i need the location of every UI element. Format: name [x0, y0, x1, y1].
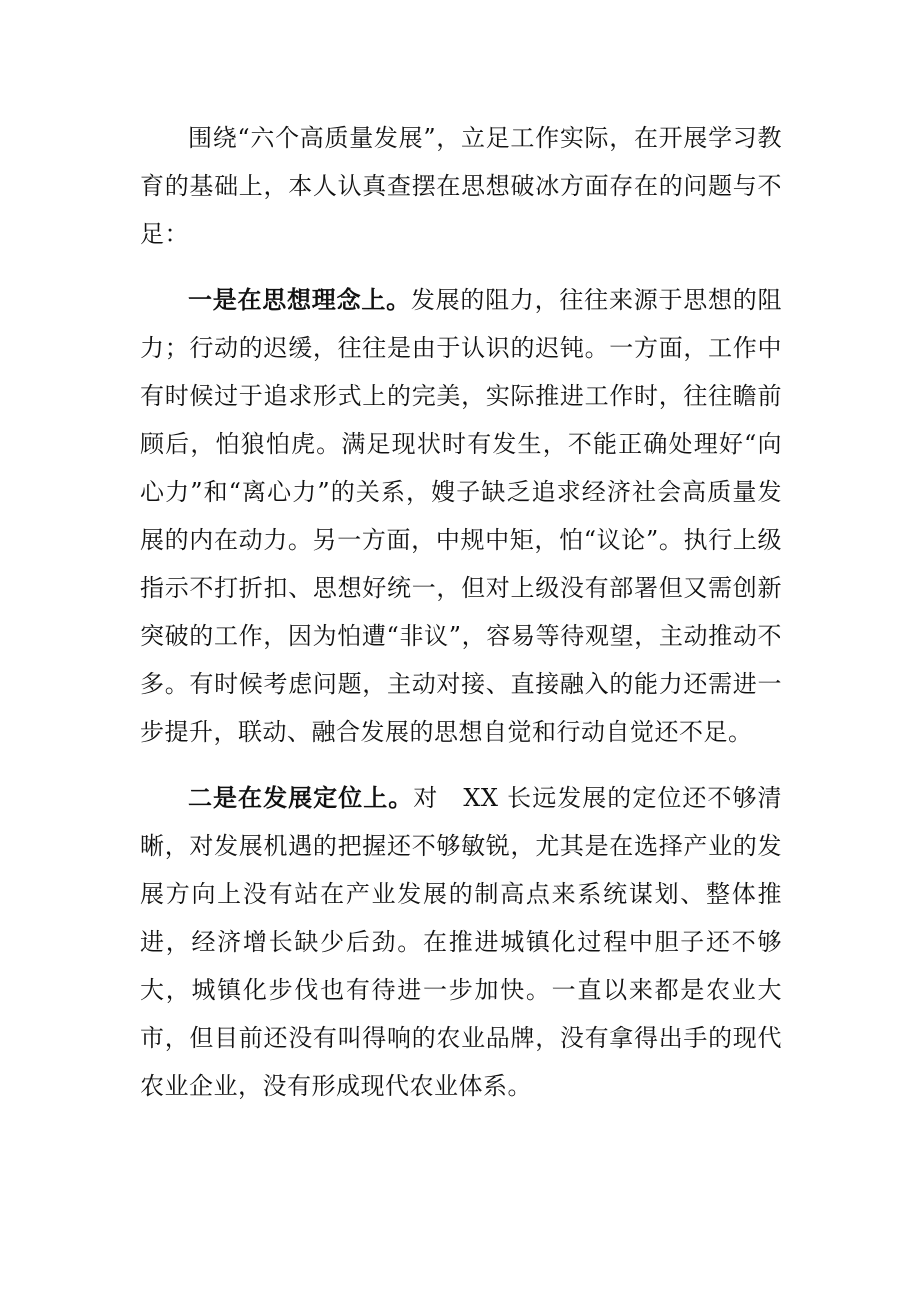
section-paragraph-2 — [140, 774, 782, 1110]
section-body-1: 发展的阻力，往往来源于思想的阻力；行动的迟缓，往往是由于认识的迟钝。一方面，工作中有时候过于追求形式上的完美，实际推进工作时，往往瞻前顾后，怕狼怕虎。满足现状时有发生，不能正确处理好“向心力”和“离心力”的关系，嫂子缺乏追求经济社会高质量发展的内在动力。另一方面，中规中矩，怕“议论”。执行上级指示不打折扣、思想好统一，但对上级没有部署但又需创新突破的工作，因为怕遭“非议”，容易等待观望，主动推动不多。有时候考虑问题，主动对接、直接融入的能力还需进一步提升，联动、融合发展的思想自觉和行动自觉还不足。 — [140, 286, 783, 746]
section-heading-2: 二是在发展定位上。 — [188, 783, 414, 812]
section-body-2: 对 XX 长远发展的定位还不够清晰，对发展机遇的把握还不够敏锐，尤其是在选择产业的发展方向上没有站在产业发展的制高点来系统谋划、整体推进，经济增长缺少后劲。在推进城镇化过程中胆子还不够大，城镇化步伐也有待进一步加快。一直以来都是农业大市，但目前还没有叫得响的农业品牌，没有拿得出手的现代农业企业，没有形成现代农业体系。 — [140, 784, 782, 1100]
section-heading-1: 一是在思想理念上。 — [188, 285, 411, 314]
section-paragraph-1 — [140, 276, 782, 756]
intro-paragraph: 围绕“六个高质量发展”，立足工作实际，在开展学习教育的基础上，本人认真查摆在思想破冰方面存在的问题与不足： — [140, 124, 782, 248]
document-body — [140, 114, 782, 1110]
